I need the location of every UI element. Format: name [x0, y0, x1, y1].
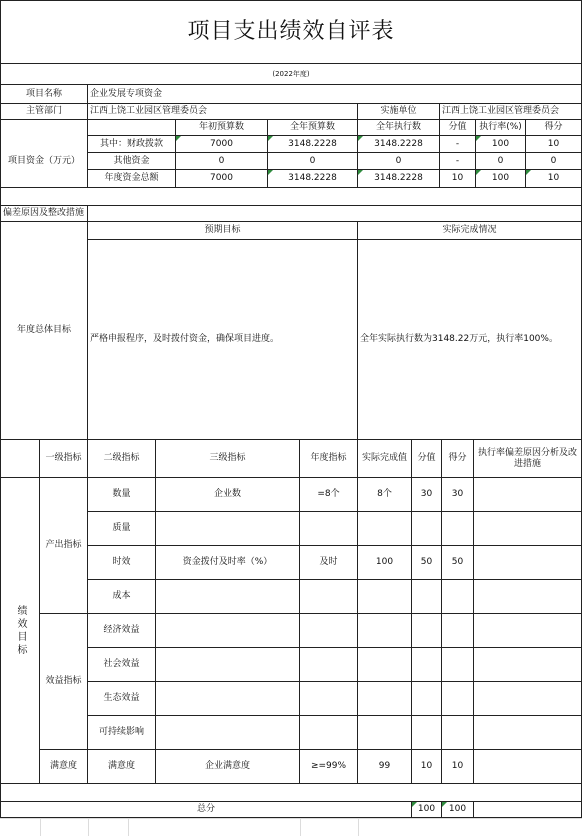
level1-satisfaction: 满意度	[40, 750, 88, 784]
level2-cell: 可持续影响	[88, 716, 156, 750]
deviation-analysis-cell	[474, 682, 582, 716]
funds-cell: 0	[176, 153, 268, 170]
deviation-analysis-cell	[474, 580, 582, 614]
funds-cell: 0	[476, 153, 526, 170]
annual-goal-label: 年度总体目标	[0, 222, 88, 440]
target-cell: ≥=99%	[300, 750, 358, 784]
score-cell	[442, 512, 474, 546]
target-cell	[300, 512, 358, 546]
actual-cell	[358, 716, 412, 750]
level2-cell: 社会效益	[88, 648, 156, 682]
score-value-cell	[412, 614, 442, 648]
score-value-cell	[412, 682, 442, 716]
total-label: 总分	[0, 802, 412, 818]
funds-cell: 100	[476, 136, 526, 153]
funds-row-label: 年度资金总额	[88, 170, 176, 188]
level2-cell: 数量	[88, 478, 156, 512]
funds-cell: 10	[440, 170, 476, 188]
funds-blank-cell	[88, 120, 176, 136]
impl-label: 实施单位	[358, 104, 440, 120]
target-cell	[300, 580, 358, 614]
page-title: 项目支出绩效自评表	[0, 0, 582, 64]
gridline	[40, 818, 41, 836]
deviation-analysis-cell	[474, 750, 582, 784]
actual-result-header: 实际完成情况	[358, 222, 582, 240]
target-cell	[300, 614, 358, 648]
actual-cell	[358, 682, 412, 716]
deviation-analysis-cell	[474, 716, 582, 750]
score-cell: 10	[442, 750, 474, 784]
level3-cell: 企业数	[156, 478, 300, 512]
score-cell: 30	[442, 478, 474, 512]
actual-cell: 99	[358, 750, 412, 784]
actual-cell	[358, 580, 412, 614]
funds-cell: 10	[526, 170, 582, 188]
score-value-cell: 30	[412, 478, 442, 512]
score-cell	[442, 716, 474, 750]
deviation-analysis-cell	[474, 478, 582, 512]
actual-cell: 8个	[358, 478, 412, 512]
total-blank	[474, 802, 582, 818]
project-name-value: 企业发展专项资金	[88, 85, 582, 104]
score-value-cell: 50	[412, 546, 442, 580]
dept-label: 主管部门	[0, 104, 88, 120]
funds-header: 全年执行数	[358, 120, 440, 136]
performance-goal-side-text: 绩效目标	[15, 604, 26, 657]
funds-row-label: 其他资金	[88, 153, 176, 170]
level3-cell	[156, 580, 300, 614]
level1-benefit: 效益指标	[40, 614, 88, 750]
indicator-header: 实际完成值	[358, 440, 412, 478]
indicator-header: 年度指标	[300, 440, 358, 478]
target-cell	[300, 716, 358, 750]
level3-cell	[156, 648, 300, 682]
funds-label: 项目资金（万元）	[0, 136, 88, 188]
level2-cell: 质量	[88, 512, 156, 546]
level3-cell: 企业满意度	[156, 750, 300, 784]
funds-blank-cell	[0, 120, 88, 136]
total-score-value: 100	[412, 802, 442, 818]
gridline	[128, 818, 129, 836]
funds-cell: 7000	[176, 170, 268, 188]
funds-cell: 0	[358, 153, 440, 170]
score-value-cell	[412, 716, 442, 750]
funds-cell: -	[440, 136, 476, 153]
funds-cell: 3148.2228	[268, 170, 358, 188]
funds-header: 执行率(%)	[476, 120, 526, 136]
performance-goal-side-label	[0, 478, 40, 784]
score-value-cell: 10	[412, 750, 442, 784]
level1-output: 产出指标	[40, 478, 88, 614]
level2-cell: 时效	[88, 546, 156, 580]
deviation-value	[88, 206, 582, 222]
target-cell: 及时	[300, 546, 358, 580]
target-cell	[300, 682, 358, 716]
project-name-label: 项目名称	[0, 85, 88, 104]
deviation-analysis-cell	[474, 648, 582, 682]
level2-cell: 经济效益	[88, 614, 156, 648]
level2-cell: 成本	[88, 580, 156, 614]
score-value-cell	[412, 512, 442, 546]
funds-header: 分值	[440, 120, 476, 136]
expected-goal-text: 严格申报程序，及时拨付资金，确保项目进度。	[88, 240, 358, 440]
indicator-header: 得分	[442, 440, 474, 478]
indicator-header: 三级指标	[156, 440, 300, 478]
score-cell	[442, 580, 474, 614]
score-cell: 50	[442, 546, 474, 580]
actual-cell	[358, 512, 412, 546]
funds-cell: 3148.2228	[268, 136, 358, 153]
deviation-label: 偏差原因及整改措施	[0, 206, 88, 222]
indicator-header: 分值	[412, 440, 442, 478]
funds-cell: 3148.2228	[358, 136, 440, 153]
indicator-side-blank	[0, 440, 40, 478]
funds-cell: 7000	[176, 136, 268, 153]
level3-cell: 资金拨付及时率（%）	[156, 546, 300, 580]
level3-cell	[156, 512, 300, 546]
funds-cell: 100	[476, 170, 526, 188]
gridline	[358, 818, 359, 836]
score-value-cell	[412, 648, 442, 682]
deviation-analysis-cell	[474, 512, 582, 546]
actual-cell	[358, 614, 412, 648]
dept-value: 江西上饶工业园区管理委员会	[88, 104, 358, 120]
blank-row	[0, 188, 582, 206]
level3-cell	[156, 614, 300, 648]
funds-cell: -	[440, 153, 476, 170]
funds-header: 得分	[526, 120, 582, 136]
indicator-header: 一级指标	[40, 440, 88, 478]
level3-cell	[156, 716, 300, 750]
funds-cell: 0	[526, 153, 582, 170]
expected-goal-header: 预期目标	[88, 222, 358, 240]
actual-result-text: 全年实际执行数为3148.22万元，执行率100%。	[358, 240, 582, 440]
gridline	[300, 818, 301, 836]
total-score: 100	[442, 802, 474, 818]
score-cell	[442, 682, 474, 716]
level2-cell: 满意度	[88, 750, 156, 784]
year-label: (2022年度)	[0, 64, 582, 85]
funds-cell: 10	[526, 136, 582, 153]
funds-cell: 0	[268, 153, 358, 170]
deviation-analysis-cell	[474, 614, 582, 648]
funds-header: 年初预算数	[176, 120, 268, 136]
funds-header: 全年预算数	[268, 120, 358, 136]
score-cell	[442, 614, 474, 648]
gridline	[88, 818, 89, 836]
blank-row	[0, 784, 582, 802]
target-cell	[300, 648, 358, 682]
level3-cell	[156, 682, 300, 716]
deviation-analysis-cell	[474, 546, 582, 580]
actual-cell: 100	[358, 546, 412, 580]
funds-row-label: 其中：财政拨款	[88, 136, 176, 153]
score-cell	[442, 648, 474, 682]
funds-cell: 3148.2228	[358, 170, 440, 188]
actual-cell	[358, 648, 412, 682]
impl-value: 江西上饶工业园区管理委员会	[440, 104, 582, 120]
level2-cell: 生态效益	[88, 682, 156, 716]
indicator-header: 执行率偏差原因分析及改进措施	[474, 440, 582, 478]
indicator-header: 二级指标	[88, 440, 156, 478]
target-cell: =8个	[300, 478, 358, 512]
score-value-cell	[412, 580, 442, 614]
